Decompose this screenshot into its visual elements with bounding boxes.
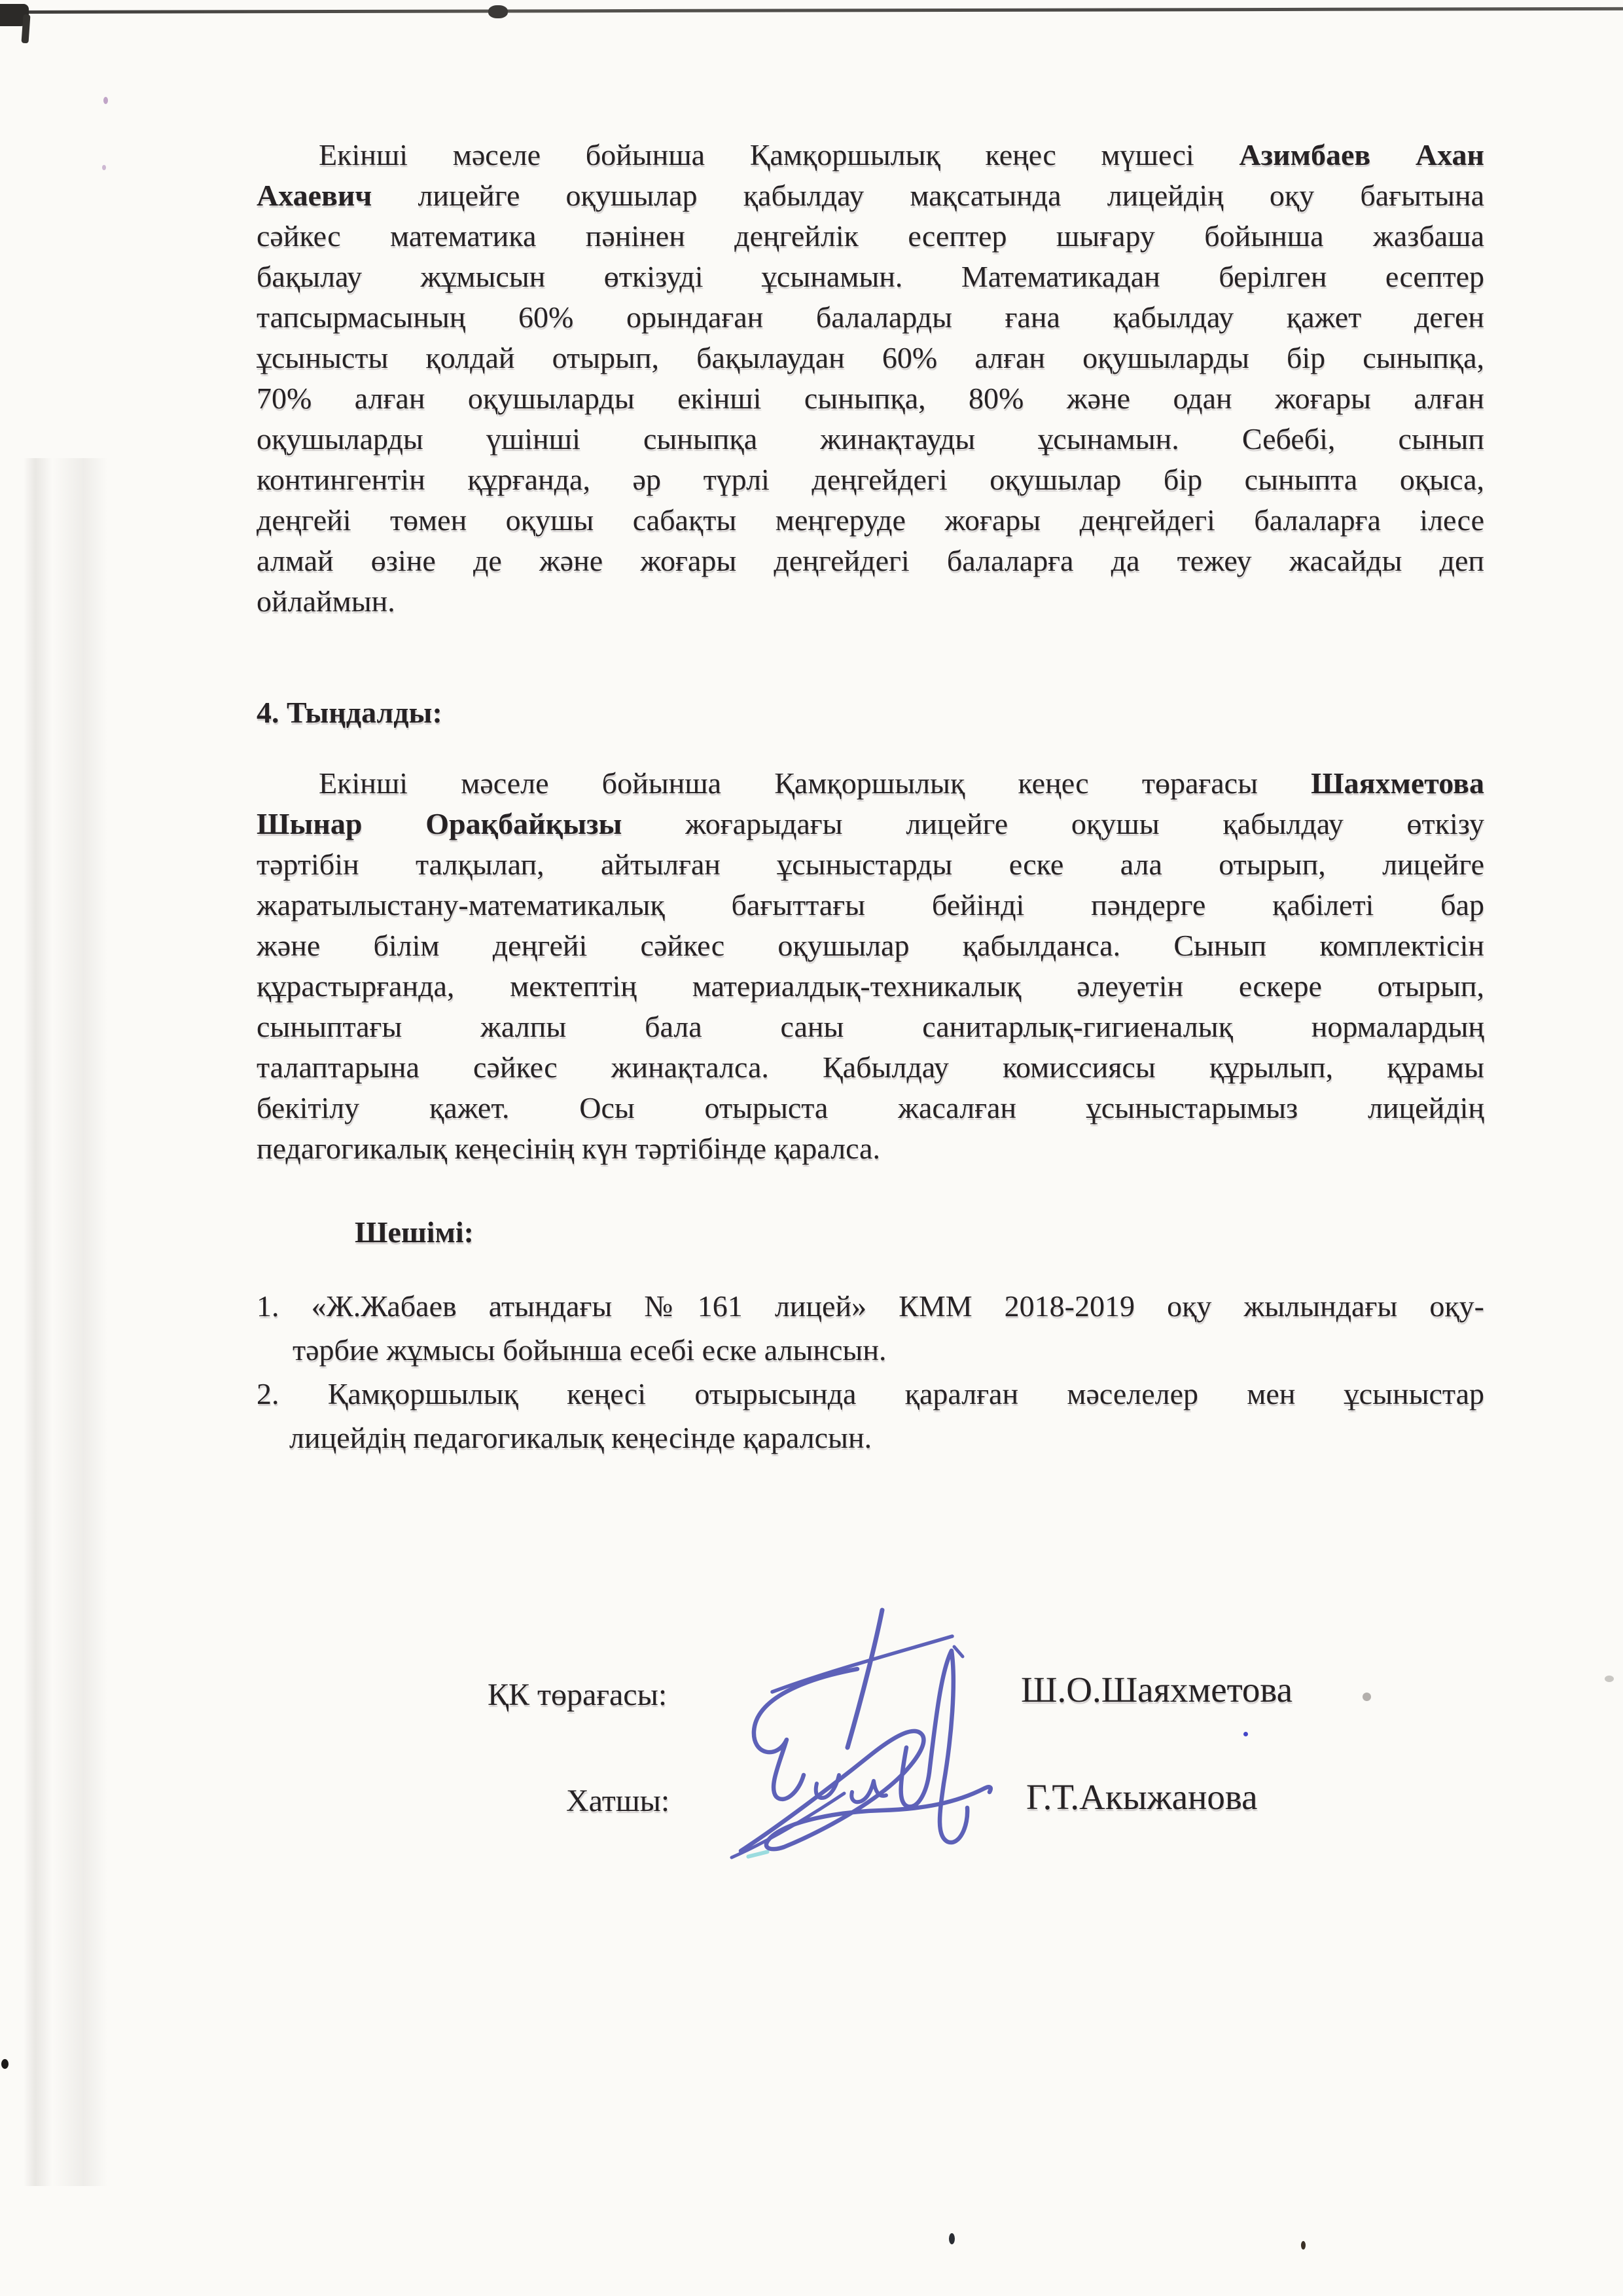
scan-artifact-top-edge-line [18, 7, 1623, 14]
paragraph-shayakhmetova-speech [257, 763, 1484, 1169]
text-line: сыныптағы жалпы бала саны санитарлық-гигиеналық нормалардың [257, 1010, 1484, 1043]
handwritten-signature [707, 1590, 1073, 1865]
text-line: 2. Қамқоршылық кеңесі отырысында қаралған мәселелер мен ұсыныстар [257, 1377, 1484, 1410]
text-line: контингентін құрғанда, әр түрлі деңгейдегі оқушылар бір сыныпта оқыса, [257, 463, 1484, 496]
text-line: бекітілу қажет. Осы отырыста жасалған ұсыныстарымыз лицейдің [257, 1091, 1484, 1124]
text-line: сәйкес математика пәнінен деңгейлік есептер шығару бойынша жазбаша [257, 219, 1484, 253]
text-line: ойлаймын. [257, 584, 395, 618]
scan-speck [949, 2233, 955, 2244]
scan-speck [102, 165, 106, 170]
decision-list [257, 1284, 1484, 1460]
heading-sheshimi: Шешімі: [355, 1215, 474, 1249]
scan-speck [1363, 1693, 1371, 1701]
document-body [257, 135, 1484, 1460]
text-line: тәрбие жұмысы бойынша есебі еске алынсын. [293, 1333, 887, 1367]
text-line: Ахаевич лицейге оқушылар қабылдау мақсатында лицейдің оқу бағытына [257, 179, 1484, 212]
text-line: ұсынысты қолдай отырып, бақылаудан 60% алған оқушыларды бір сыныпқа, [257, 341, 1484, 374]
signature-name-secretary: Г.Т.Акыжанова [1026, 1777, 1258, 1817]
text-line: және білім деңгейі сәйкес оқушылар қабылданса. Сынып комплектісін [257, 929, 1484, 962]
text-line: оқушыларды үшінші сыныпқа жинақтауды ұсынамын. Себебі, сынып [257, 422, 1484, 456]
text-line: 70% алған оқушыларды екінші сыныпқа, 80% және одан жоғары алған [257, 382, 1484, 415]
scan-speck [1, 2059, 9, 2069]
scan-speck [1243, 1732, 1248, 1736]
scan-artifact-corner-stub [21, 14, 30, 44]
text-line: Екінші мәселе бойынша Қамқоршылық кеңес төрағасы Шаяхметова [319, 766, 1484, 800]
signature-name-chairman: Ш.О.Шаяхметова [1021, 1670, 1293, 1710]
text-line: талаптарына сәйкес жинақталса. Қабылдау комиссиясы құрылып, құрамы [257, 1050, 1484, 1084]
text-line: Екінші мәселе бойынша Қамқоршылық кеңес мүшесі Азимбаев Ахан [319, 138, 1485, 171]
text-line: бақылау жұмысын өткізуді ұсынамын. Математикадан берілген есептер [257, 260, 1484, 293]
text-line: Шынар Орақбайқызы жоғарыдағы лицейге оқушы қабылдау өткізу [257, 807, 1484, 840]
text-line: лицейдің педагогикалық кеңесінде қаралсын. [289, 1421, 872, 1454]
text-line: деңгейі төмен оқушы сабақты меңгеруде жоғары деңгейдегі балаларға ілесе [257, 503, 1484, 537]
signature-label-chairman: ҚК төрағасы: [488, 1677, 668, 1712]
signature-label-secretary: Хатшы: [566, 1784, 670, 1818]
text-line: педагогикалық кеңесінің күн тәртібінде қаралса. [257, 1132, 880, 1165]
text-line: алмай өзіне де және жоғары деңгейдегі балаларға да тежеу жасайды деп [257, 544, 1484, 577]
text-line: жаратылыстану-математикалық бағыттағы бейінді пәндерге қабілеті бар [257, 888, 1484, 922]
text-line: тәртібін талқылап, айтылған ұсыныстарды еске ала отырып, лицейге [257, 848, 1484, 881]
scan-artifact-edge-blob [488, 5, 508, 18]
paragraph-azimbaev-proposal [257, 135, 1484, 622]
text-line: 1. «Ж.Жабаев атындағы №161 лицей» КММ 2018-2019 оқу жылындағы оқу- [257, 1289, 1484, 1323]
text-line: құрастырғанда, мектептің материалдық-техникалық әлеуетін ескере отырып, [257, 969, 1484, 1003]
scan-speck [1605, 1676, 1614, 1682]
scan-speck [103, 97, 108, 104]
heading-tyndaldy: 4. Тыңдалды: [257, 696, 442, 729]
scan-artifact-left-streaks [24, 458, 122, 2186]
text-line: тапсырмасының 60% орындаған балаларды ғана қабылдау қажет деген [257, 300, 1484, 334]
scan-speck [1301, 2241, 1306, 2250]
